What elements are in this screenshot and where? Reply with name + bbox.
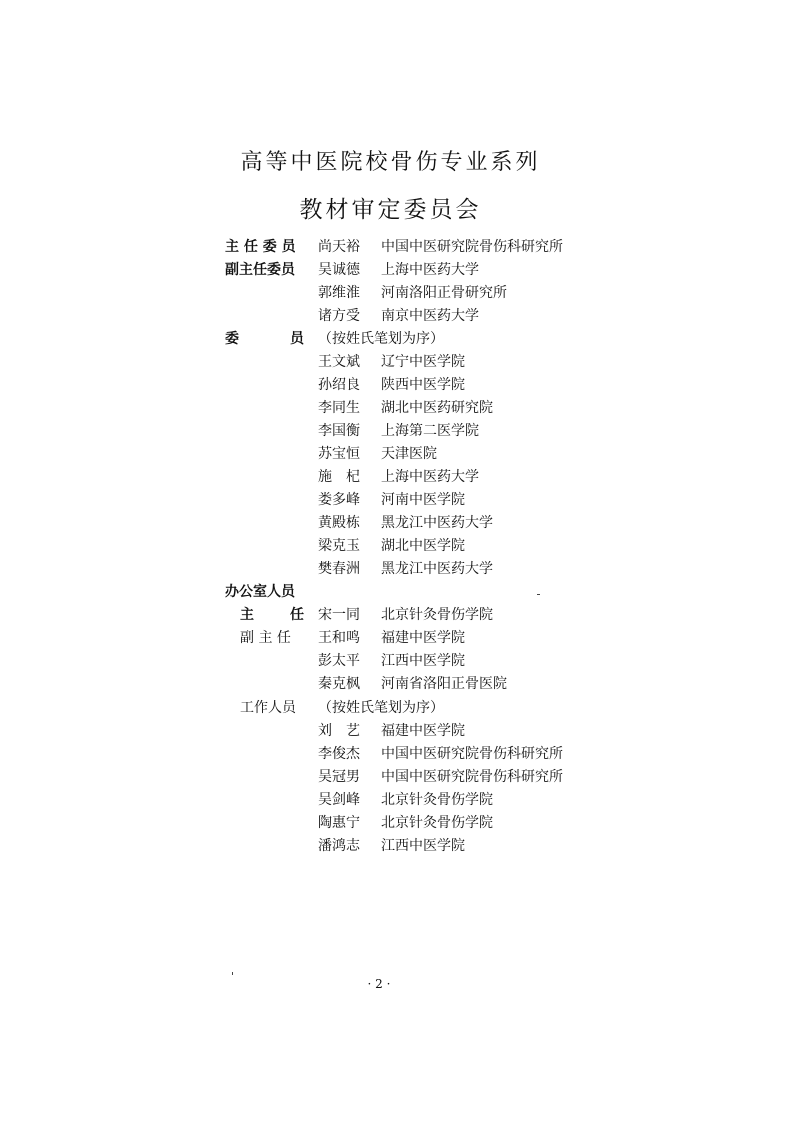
person-name: 施 杞 [318,469,360,485]
person-name: 尚天裕 [318,239,360,255]
person-name: 陶惠宁 [318,815,360,831]
person-name: 郭维淮 [318,285,360,301]
person-name: 李俊杰 [318,746,360,762]
person-name: 樊春洲 [318,561,360,577]
role-label: 委 [225,331,239,347]
person-name: 苏宝恒 [318,446,360,462]
scan-speck [232,972,233,975]
person-name: 宋一同 [318,607,360,623]
role-label: 副主任委员 [225,262,295,278]
organization: 北京针灸骨伤学院 [381,792,493,808]
organization: 天津医院 [381,446,437,462]
organization: 福建中医学院 [381,630,465,646]
organization: 陕西中医学院 [381,377,465,393]
organization: 黑龙江中医药大学 [381,561,493,577]
person-name: 王和鸣 [318,630,360,646]
organization: 辽宁中医学院 [381,354,465,370]
person-name: 吴剑峰 [318,792,360,808]
person-name: 王文斌 [318,354,360,370]
person-name: 彭太平 [318,653,360,669]
organization: 江西中医学院 [381,838,465,854]
organization: 江西中医学院 [381,653,465,669]
person-name: 孙绍良 [318,377,360,393]
role-label: 工作人员 [240,700,296,716]
organization: 黑龙江中医药大学 [381,515,493,531]
order-note: （按姓氏笔划为序） [318,700,444,716]
organization: 福建中医学院 [381,723,465,739]
section-heading: 办公室人员 [225,584,295,600]
person-name: 梁克玉 [318,538,360,554]
organization: 中国中医研究院骨伤科研究所 [381,239,563,255]
page-number: · 2 · [367,977,391,991]
organization: 北京针灸骨伤学院 [381,815,493,831]
role-label: 主 [240,607,254,623]
role-label: 员 [290,331,304,347]
person-name: 李同生 [318,400,360,416]
person-name: 诸方受 [318,308,360,324]
organization: 上海中医药大学 [381,469,479,485]
person-name: 李国衡 [318,423,360,439]
page-title: 高等中医院校骨伤专业系列 [240,150,541,175]
organization: 湖北中医药研究院 [381,400,493,416]
role-label: 副 主 任 [240,630,291,646]
person-name: 吴诚德 [318,262,360,278]
organization: 中国中医研究院骨伤科研究所 [381,769,563,785]
organization: 中国中医研究院骨伤科研究所 [381,746,563,762]
organization: 上海中医药大学 [381,262,479,278]
organization: 南京中医药大学 [381,308,479,324]
organization: 河南省洛阳正骨医院 [381,676,507,692]
order-note: （按姓氏笔划为序） [318,331,444,347]
role-label: 主 任 委 员 [225,239,296,255]
organization: 河南洛阳正骨研究所 [381,285,507,301]
scan-speck [537,594,540,595]
person-name: 秦克枫 [318,676,360,692]
person-name: 潘鸿志 [318,838,360,854]
organization: 北京针灸骨伤学院 [381,607,493,623]
organization: 上海第二医学院 [381,423,479,439]
organization: 湖北中医学院 [381,538,465,554]
role-label: 任 [290,607,304,623]
person-name: 吴冠男 [318,769,360,785]
organization: 河南中医学院 [381,492,465,508]
person-name: 黄殿栋 [318,515,360,531]
person-name: 娄多峰 [318,492,360,508]
person-name: 刘 艺 [318,723,360,739]
page-subtitle: 教材审定委员会 [299,197,482,223]
